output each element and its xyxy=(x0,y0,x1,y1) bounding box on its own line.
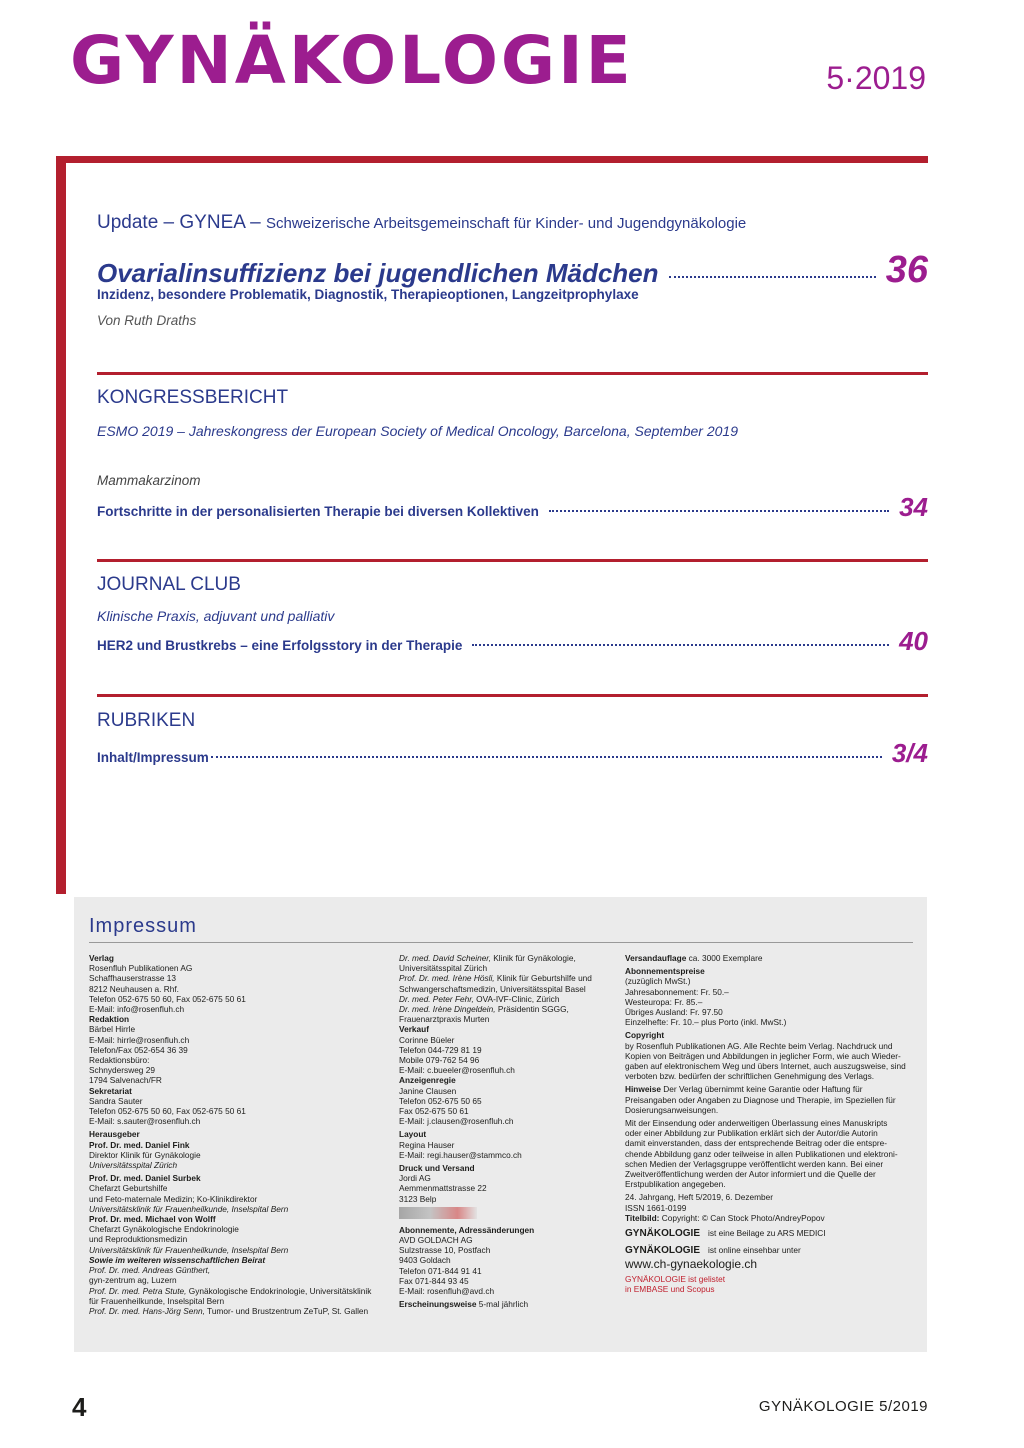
online-line xyxy=(625,1244,920,1257)
footer-page-number: 4 xyxy=(72,1392,87,1422)
herausgeber-line: Universitätsspital Zürich xyxy=(89,1160,178,1171)
journal-kicker: Klinische Praxis, adjuvant und palliativ xyxy=(97,608,335,624)
beirat-affiliation: Präsidentin SGGG, xyxy=(495,1004,569,1015)
abo-line: Sulzstrasse 10, Postfach xyxy=(399,1245,491,1256)
erscheinung-heading: Erscheinungsweise xyxy=(399,1299,477,1310)
entry-title: Fortschritte in der personalisierten Therapie bei diversen Kollektiven xyxy=(97,504,539,519)
verlag-heading: Verlag xyxy=(89,953,114,963)
dot-leader xyxy=(669,276,876,278)
verlag-line: E-Mail: info@rosenfluh.ch xyxy=(89,1004,185,1015)
hinweise-heading: Hinweise xyxy=(625,1084,661,1095)
page-number: 3/4 xyxy=(891,738,928,768)
abo-line: Fax 071-844 93 45 xyxy=(399,1275,469,1286)
update-section-label xyxy=(97,213,746,232)
beirat-person: Prof. Dr. med. Petra Stute, xyxy=(89,1285,187,1296)
manuscript-line: damit einverstanden, dass der entsprechende Beitrag oder die entspre- xyxy=(625,1138,887,1149)
redaktion-line: E-Mail: hirrle@rosenfluh.ch xyxy=(89,1034,190,1045)
druck-line: Jordi AG xyxy=(399,1173,431,1184)
hinweise xyxy=(625,1084,920,1094)
titelbild xyxy=(625,1213,920,1223)
redaktion-line: Redaktionsbüro: xyxy=(89,1055,150,1066)
website-link[interactable]: www.ch-gynaekologie.ch xyxy=(625,1257,758,1272)
entry-title: Inhalt/Impressum xyxy=(97,750,209,765)
listing-note: GYNÄKOLOGIE ist gelistet xyxy=(625,1274,726,1285)
abo-line: 9403 Goldach xyxy=(399,1255,451,1266)
herausgeber-line: und Reproduktionsmedizin xyxy=(89,1234,188,1245)
verkauf-line: Mobile 079-762 54 96 xyxy=(399,1055,480,1066)
beirat-affiliation: Gynäkologische Endokrinologie, Universitätsklinik xyxy=(186,1285,372,1296)
listing-note: in EMBASE und Scopus xyxy=(625,1284,715,1295)
section-divider xyxy=(97,694,928,697)
verlag-line: Telefon 052-675 50 60, Fax 052-675 50 61 xyxy=(89,993,246,1004)
beirat-person: Prof. Dr. med. Hans-Jörg Senn, xyxy=(89,1305,205,1316)
update-label-rest: Schweizerische Arbeitsgemeinschaft für Kinder- und Jugendgynäkologie xyxy=(266,215,747,232)
layout-line: E-Mail: regi.hauser@stammco.ch xyxy=(399,1149,522,1160)
dot-leader xyxy=(472,644,889,646)
impressum-column-2 xyxy=(399,953,614,1310)
herausgeber-line: Universitätsklinik für Frauenheilkunde, Inselspital Bern xyxy=(89,1203,289,1214)
hinweise-line: Der Verlag übernimmt keine Garantie oder Haftung für xyxy=(660,1084,863,1095)
kongress-kicker: Mammakarzinom xyxy=(97,473,201,488)
footer-magazine-issue: GYNÄKOLOGIE 5/2019 xyxy=(758,1398,928,1415)
hinweise-line: Preisangaben oder Angaben zu Diagnose und Therapie, im Speziellen für xyxy=(625,1094,896,1105)
erscheinung-value: 5-mal jährlich xyxy=(476,1299,529,1310)
herausgeber-line: und Feto-maternale Medizin; Ko-Klinikdirektor xyxy=(89,1193,258,1204)
redaktion-line: Telefon/Fax 052-654 36 39 xyxy=(89,1044,188,1055)
beilage-brand: GYNÄKOLOGIE xyxy=(625,1228,701,1240)
manuscript-line: schen Medien der Verlagsgruppe veröffentlicht werden kann. Bei einer xyxy=(625,1158,884,1169)
beirat-heading: Sowie im weiteren wissenschaftlichen Beirat xyxy=(89,1254,266,1265)
redaktion-line: Bärbel Hirrle xyxy=(89,1024,136,1035)
manuscript-line: Erstpublikation angegeben. xyxy=(625,1179,726,1190)
beirat-line: gyn-zentrum ag, Luzern xyxy=(89,1275,177,1286)
page-number: 36 xyxy=(885,249,928,291)
beirat-line xyxy=(89,1306,389,1316)
beirat-line xyxy=(399,994,614,1004)
redaktion-line: Schnydersweg 29 xyxy=(89,1065,155,1076)
manuscript-line: oder einer Abbildung zur Publikation erklärt sich der Autor/die Autorin xyxy=(625,1128,878,1139)
beirat-affiliation: Klinik für Gynäkologie, xyxy=(490,953,576,963)
online-text: ist online einsehbar unter xyxy=(708,1245,801,1256)
verkauf-line: Telefon 044-729 81 19 xyxy=(399,1044,482,1055)
beirat-line: Schwangerschaftsmedizin, Universitätsspital Basel xyxy=(399,983,586,994)
auflage-value: ca. 3000 Exemplare xyxy=(686,953,763,963)
beirat-person: Dr. med. David Scheiner, xyxy=(399,953,491,963)
impressum-heading: Impressum xyxy=(89,915,197,937)
copyright-line: Kopien von Beiträgen und Abbildungen in jeglicher Form, wie auch Wieder- xyxy=(625,1050,901,1061)
page-number: 40 xyxy=(899,626,928,656)
herausgeber-heading: Herausgeber xyxy=(89,1129,140,1140)
erscheinungsweise xyxy=(399,1299,614,1309)
verlag-line: Rosenfluh Publikationen AG xyxy=(89,963,193,974)
sekretariat-line: E-Mail: s.sauter@rosenfluh.ch xyxy=(89,1116,201,1127)
beirat-line: für Frauenheilkunde, Inselspital Bern xyxy=(89,1295,225,1306)
sekretariat-heading: Sekretariat xyxy=(89,1085,132,1096)
verkauf-line: Corinne Büeler xyxy=(399,1034,455,1045)
beirat-person: Dr. med. Peter Fehr, xyxy=(399,993,474,1004)
layout-line: Regina Hauser xyxy=(399,1139,455,1150)
printer-logo xyxy=(399,1207,477,1219)
kongress-section-label: KONGRESSBERICHT xyxy=(97,387,289,408)
anzeigen-heading: Anzeigenregie xyxy=(399,1075,456,1086)
sekretariat-line: Sandra Sauter xyxy=(89,1095,143,1106)
manuscript-line: Zweitveröffentlichung werden der Autor informiert und die Quelle der xyxy=(625,1169,876,1180)
herausgeber-line: Direktor Klinik für Gynäkologie xyxy=(89,1149,201,1160)
toc-entry-fortschritte[interactable] xyxy=(97,494,928,520)
verkauf-line: E-Mail: c.bueeler@rosenfluh.ch xyxy=(399,1065,515,1076)
beirat-person: Prof. Dr. med. Irène Hösli, xyxy=(399,973,495,984)
beirat-person: Dr. med. Irène Dingeldein, xyxy=(399,1004,496,1015)
anzeigen-line: E-Mail: j.clausen@rosenfluh.ch xyxy=(399,1116,514,1127)
herausgeber-name: Prof. Dr. med. Daniel Surbek xyxy=(89,1173,201,1184)
page-number: 34 xyxy=(899,492,928,522)
beirat-line: Prof. Dr. med. Andreas Günthert, xyxy=(89,1265,211,1276)
jahrgang: 24. Jahrgang, Heft 5/2019, 6. Dezember xyxy=(625,1192,774,1203)
anzeigen-line: Janine Clausen xyxy=(399,1085,457,1096)
preise-heading: Abonnementspreise xyxy=(625,966,705,977)
article-title: Ovarialinsuffizienz bei jugendlichen Mädchen xyxy=(97,258,659,288)
druck-line: 3123 Belp xyxy=(399,1193,437,1204)
beirat-line: Universitätsspital Zürich xyxy=(399,963,488,974)
article-byline: Von Ruth Draths xyxy=(97,313,197,328)
sekretariat-line: Telefon 052-675 50 60, Fax 052-675 50 61 xyxy=(89,1106,246,1117)
impressum-column-3 xyxy=(625,953,920,1294)
beilage-text: ist eine Beilage zu ARS MEDICI xyxy=(708,1228,826,1239)
anzeigen-line: Fax 052-675 50 61 xyxy=(399,1106,469,1117)
verlag-line: Schaffhauserstrasse 13 xyxy=(89,973,177,984)
copyright-line: by Rosenfluh Publikationen AG. Alle Rechte beim Verlag. Nachdruck und xyxy=(625,1040,893,1051)
titelbild-value: Copyright: © Can Stock Photo/AndreyPopov xyxy=(659,1212,825,1223)
auflage-heading: Versandauflage xyxy=(625,953,687,963)
beirat-affiliation: OVA-IVF-Clinic, Zürich xyxy=(473,993,560,1004)
herausgeber-name: Prof. Dr. med. Michael von Wolff xyxy=(89,1214,216,1225)
issn: ISSN 1661-0199 xyxy=(625,1202,687,1213)
beirat-line xyxy=(399,973,614,983)
herausgeber-line: Chefarzt Geburtshilfe xyxy=(89,1183,168,1194)
toc-entry-inhalt-impressum[interactable] xyxy=(97,740,928,766)
titelbild-heading: Titelbild: xyxy=(625,1212,660,1223)
preise-line: Einzelhefte: Fr. 10.– plus Porto (inkl. MwSt.) xyxy=(625,1017,787,1028)
toc-entry-ovarialinsuffizienz[interactable] xyxy=(97,251,928,289)
manuscript-line: Mit der Einsendung oder anderweitigen Überlassung eines Manuskripts xyxy=(625,1118,888,1129)
druck-heading: Druck und Versand xyxy=(399,1163,475,1174)
rubriken-section-label: RUBRIKEN xyxy=(97,710,196,731)
abo-heading: Abonnemente, Adressänderungen xyxy=(399,1224,535,1235)
copyright-line: gaben auf elektronischem Weg und übers Internet, auch auszugsweise, sind xyxy=(625,1061,906,1072)
beirat-line: Frauenarztpraxis Murten xyxy=(399,1014,490,1025)
redaktion-line: 1794 Salvenach/FR xyxy=(89,1075,162,1086)
redaktion-heading: Redaktion xyxy=(89,1014,130,1025)
frame-left-bar xyxy=(56,156,66,894)
beirat-line xyxy=(89,1286,389,1296)
section-divider xyxy=(97,372,928,375)
beirat-line xyxy=(399,1004,614,1014)
preise-line: Übriges Ausland: Fr. 97.50 xyxy=(625,1007,723,1018)
versandauflage xyxy=(625,953,920,963)
section-divider xyxy=(97,559,928,562)
update-label-main: Update – GYNEA – xyxy=(97,212,261,233)
copyright-heading: Copyright xyxy=(625,1030,665,1041)
issue-number: 5·2019 xyxy=(826,60,926,96)
impressum-column-1 xyxy=(89,953,389,1316)
abo-line: AVD GOLDACH AG xyxy=(399,1235,473,1246)
manuscript-line: chende Abbildung ganz oder teilweise in allen Publikationen und elektroni- xyxy=(625,1148,898,1159)
herausgeber-line: Universitätsklinik für Frauenheilkunde, Inselspital Bern xyxy=(89,1244,289,1255)
anzeigen-line: Telefon 052-675 50 65 xyxy=(399,1095,482,1106)
article-subtitle: Inzidenz, besondere Problematik, Diagnostik, Therapieoptionen, Langzeitprophylaxe xyxy=(97,287,639,302)
online-brand: GYNÄKOLOGIE xyxy=(625,1245,701,1257)
verlag-line: 8212 Neuhausen a. Rhf. xyxy=(89,983,179,994)
abo-line: Telefon 071-844 91 41 xyxy=(399,1265,482,1276)
beirat-affiliation: Klinik für Geburtshilfe und xyxy=(494,973,592,984)
journal-section-label: JOURNAL CLUB xyxy=(97,574,241,595)
verkauf-heading: Verkauf xyxy=(399,1024,429,1035)
copyright-line: verboten bzw. bedürfen der schriftlichen Genehmigung des Verlags. xyxy=(625,1071,875,1082)
beirat-line xyxy=(399,953,614,963)
frame-top-bar xyxy=(56,156,928,163)
beilage-line xyxy=(625,1227,920,1240)
preise-line: Jahresabonnement: Fr. 50.– xyxy=(625,986,729,997)
hinweise-line: Dosierungsanweisungen. xyxy=(625,1104,719,1115)
druck-line: Aemmenmattstrasse 22 xyxy=(399,1183,487,1194)
dot-leader xyxy=(211,756,882,758)
beirat-affiliation: Tumor- und Brustzentrum ZeTuP, St. Gallen xyxy=(204,1305,369,1316)
dot-leader xyxy=(549,510,889,512)
abo-line: E-Mail: rosenfluh@avd.ch xyxy=(399,1286,495,1297)
kongress-event: ESMO 2019 – Jahreskongress der European Society of Medical Oncology, Barcelona, September 2019 xyxy=(97,423,738,439)
impressum-divider xyxy=(89,942,913,943)
magazine-title: GYNÄKOLOGIE xyxy=(70,22,634,99)
entry-title: HER2 und Brustkrebs – eine Erfolgsstory in der Therapie xyxy=(97,638,463,653)
herausgeber-line: Chefarzt Gynäkologische Endokrinologie xyxy=(89,1224,239,1235)
toc-entry-her2[interactable] xyxy=(97,628,928,654)
preise-line: (zuzüglich MwSt.) xyxy=(625,976,691,987)
layout-heading: Layout xyxy=(399,1129,427,1140)
preise-line: Westeuropa: Fr. 85.– xyxy=(625,996,703,1007)
herausgeber-name: Prof. Dr. med. Daniel Fink xyxy=(89,1139,190,1150)
